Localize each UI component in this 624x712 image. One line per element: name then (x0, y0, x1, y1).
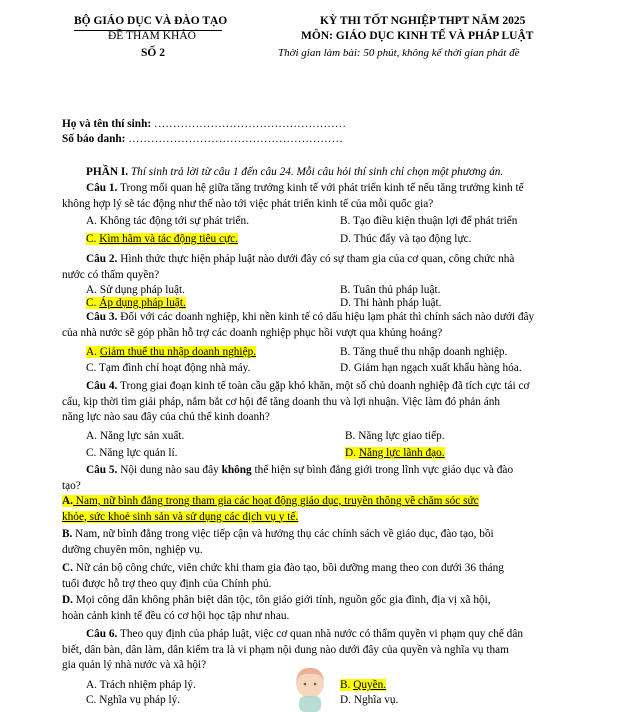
q1-option-c[interactable]: C. Kìm hãm và tác động tiêu cực. (86, 233, 239, 245)
mascot-watermark-icon (290, 663, 330, 712)
q4-option-d[interactable]: D. Năng lực lãnh đạo. (345, 447, 445, 459)
part1-label: PHẦN I. (86, 166, 129, 178)
q6-option-b[interactable]: B. Quyền. (340, 679, 387, 691)
student-id-label: Số báo danh: (62, 133, 129, 145)
ministry-name: BỘ GIÁO DỤC VÀ ĐÀO TẠO (74, 15, 228, 27)
q6-option-a[interactable]: A. Trách nhiệm pháp lý. (86, 679, 196, 691)
q2-option-a[interactable]: A. Sử dụng pháp luật. (86, 284, 186, 296)
reference-label: ĐỀ THAM KHẢO (108, 30, 196, 42)
q4-option-b[interactable]: B. Năng lực giao tiếp. (345, 430, 445, 442)
question-4: Câu 4. Trong giai đoạn kinh tế toàn cầu gặp khó khăn, một số chủ doanh nghiệp đã tích cực tái cơ cấu, kịp thời tìm giải pháp, nắm bắt cơ hội để tăng doanh thu và lợi nhuận. Việc làm đó phản ánh năng lực nào sau đây của chủ thể kinh doanh? (62, 380, 530, 423)
exam-number: SỐ 2 (141, 47, 165, 59)
exam-time: Thời gian làm bài: 50 phút, không kể thời gian phát đề (278, 47, 520, 59)
part1-instruction: Thí sinh trả lời từ câu 1 đến câu 24. Mỗi câu hỏi thí sinh chỉ chọn một phương án. (128, 166, 504, 178)
q1-option-b[interactable]: B. Tạo điều kiện thuận lợi để phát triển (340, 215, 518, 227)
question-6: Câu 6. Theo quy định của pháp luật, việc cơ quan nhà nước có thẩm quyền vi phạm quy chế dân biết, dân bàn, dân làm, dân kiểm tra là vi phạm nội dung nào dưới đây của quyền và nghĩa vụ tham gia quản lý nhà nước và xã hội? (62, 628, 523, 671)
question-1: Câu 1. Trong mối quan hệ giữa tăng trưởng kinh tế với phát triển kinh tế nếu tăng trưởng kinh tế không hợp lý sẽ tác động như thế nào tới việc phát triển kinh tế của mỗi quốc gia? (62, 182, 524, 210)
q6-option-c[interactable]: C. Nghĩa vụ pháp lý. (86, 694, 181, 706)
q5-option-d[interactable]: D. Mọi công dân không phân biệt dân tộc, tôn giáo giới tính, nguồn gốc gia đình, địa vị xã hội, hoàn cảnh kinh tế đều có cơ hội học tập như nhau. (62, 594, 491, 622)
question-2: Câu 2. Hình thức thực hiện pháp luật nào dưới đây có sự tham gia của cơ quan, công chức nhà nước có thẩm quyền? (62, 253, 515, 281)
q2-option-d[interactable]: D. Thi hành pháp luật. (340, 297, 442, 309)
question-5: Câu 5. Nội dung nào sau đây không thể hiện sự bình đẳng giới trong lĩnh vực giáo dục và đào tạo? (62, 464, 514, 492)
student-id-field: ………………………………………………… (128, 133, 343, 145)
q2-option-b[interactable]: B. Tuân thủ pháp luật. (340, 284, 441, 296)
student-id-row (62, 133, 343, 145)
q3-option-d[interactable]: D. Giảm hạn ngạch xuất khẩu hàng hóa. (340, 362, 522, 374)
q3-option-c[interactable]: C. Tạm đình chỉ hoạt động nhà máy. (86, 362, 251, 374)
q3-option-b[interactable]: B. Tăng thuế thu nhập doanh nghiệp. (340, 346, 508, 358)
q5-option-b[interactable]: B. Nam, nữ bình đẳng trong việc tiếp cận và hưởng thụ các chính sách về giáo dục, đào tạo, bồi dưỡng chuyên môn, nghiệp vụ. (62, 528, 494, 556)
q5-option-a[interactable]: A. Nam, nữ bình đẳng trong tham gia các hoạt động giáo dục, truyền thông về chăm sóc sức khỏe, sức khoẻ sinh sản và sử dụng các dịch vụ y tế. (62, 495, 479, 523)
q4-option-c[interactable]: C. Năng lực quản lí. (86, 447, 178, 459)
part1-heading (86, 166, 503, 178)
question-3: Câu 3. Đối với các doanh nghiệp, khi nền kinh tế có dấu hiệu lạm phát thì chính sách nào dưới đây của nhà nước sẽ góp phần hỗ trợ các doanh nghiệp phục hồi vượt qua khủng hoảng? (62, 311, 535, 339)
exam-title: KỲ THI TỐT NGHIỆP THPT NĂM 2025 (320, 15, 526, 27)
q4-option-a[interactable]: A. Năng lực sản xuất. (86, 430, 185, 442)
q1-option-a[interactable]: A. Không tác động tới sự phát triển. (86, 215, 250, 227)
exam-subject: MÔN: GIÁO DỤC KINH TẾ VÀ PHÁP LUẬT (301, 30, 534, 42)
q5-option-c[interactable]: C. Nữ cán bộ công chức, viên chức khi tham gia đào tạo, bồi dưỡng mang theo con dưới 36 tháng tuổi được hỗ trợ theo quy định của Chính phủ. (62, 562, 504, 590)
q6-option-d[interactable]: D. Nghĩa vụ. (340, 694, 399, 706)
q3-option-a[interactable]: A. Giảm thuế thu nhập doanh nghiệp. (86, 346, 257, 358)
q2-option-c[interactable]: C. Áp dụng pháp luật. (86, 297, 186, 309)
student-name-label: Họ và tên thí sinh: (62, 118, 154, 130)
q1-option-d[interactable]: D. Thúc đẩy và tạo động lực. (340, 233, 472, 245)
student-name-row (62, 118, 346, 130)
student-name-field: …………………………………………… (153, 118, 347, 130)
